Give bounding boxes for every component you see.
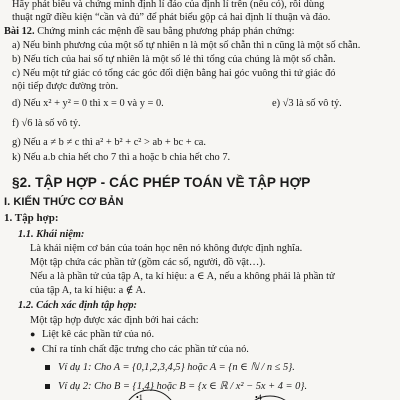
exercise-item-f: f) √6 là số vô tỷ. [12, 118, 81, 129]
bullet-icon: ● [30, 344, 36, 354]
concept-heading: 1.1. Khái niệm: [18, 229, 85, 240]
subsection-heading: 1. Tập hợp: [4, 212, 59, 224]
concept-line: Nếu a là phần tử của tập A, ta kí hiệu: a ∈ A, nếu a không phải là phần tử [30, 271, 335, 282]
exercise-item-g: g) Nếu a ≠ b ≠ c thì a² + b² + c² > ab + bc + ca. [12, 137, 207, 148]
part-heading: I. KIẾN THỨC CƠ BẢN [4, 196, 124, 208]
venn-element-label: •1 [136, 393, 143, 400]
exercise-item-d: d) Nếu x² + y² = 0 thì x = 0 và y = 0. [12, 98, 164, 109]
intro-line-1: Hãy phát biểu và chứng minh định lí đảo của định lí trên (nếu có), rồi dùng [12, 0, 325, 10]
define-intro: Một tập hợp được xác định bởi hai cách: [30, 315, 199, 326]
exercise-label: Bài 12. [4, 26, 35, 37]
exercise-item-a: a) Nếu bình phương của một số tự nhiên n là một số chẵn thì n cũng là một số chẵn. [12, 40, 361, 51]
concept-line: của tập A, ta kí hiệu: a ∉ A. [30, 285, 146, 296]
exercise-intro: Chứng minh các mệnh đề sau bằng phương pháp phản chứng: [37, 26, 295, 37]
exercise-item-c-line-1: c) Nếu một tứ giác có tổng các góc đối diện bằng hai góc vuông thì tứ giác đó [12, 68, 336, 79]
method-item: Chỉ ra tính chất đặc trưng cho các phần tử của nó. [42, 344, 249, 355]
concept-line: Là khái niệm cơ bản của toán học nên nó không được định nghĩa. [30, 243, 303, 254]
concept-line: Một tập chứa các phần tử (gồm các số, người, đồ vật…). [30, 257, 266, 268]
exercise-item-k: k) Nếu a.b chia hết cho 7 thì a hoặc b chia hết cho 7. [12, 152, 231, 163]
method-item: Liệt kê các phần tử của nó. [42, 329, 155, 340]
example-1: Ví dụ 1: Cho A = {0,1,2,3,4,5} hoặc A = {n ∈ ℕ / n ≤ 5}. [58, 362, 295, 373]
example-2: Ví dụ 2: Cho B = {1,4} hoặc B = {x ∈ ℝ / x² − 5x + 4 = 0}. [58, 381, 308, 392]
exercise-item-b: b) Nếu tích của hai số tự nhiên là một số lẻ thì tổng của chúng là một số chẵn. [12, 54, 336, 65]
section-title: §2. TẬP HỢP - CÁC PHÉP TOÁN VỀ TẬP HỢP [12, 175, 311, 190]
define-heading: 1.2. Cách xác định tập hợp: [18, 300, 138, 311]
venn-element-label: •4 [255, 393, 262, 400]
venn-set-ellipse [240, 396, 300, 400]
intro-line-2: thuật ngữ điều kiện “cần và đủ” để phát biểu gộp cả hai định lí thuận và đảo. [12, 12, 331, 23]
bullet-icon: ● [30, 329, 36, 339]
venn-set-ellipse [122, 390, 178, 400]
exercise-item-e: e) √3 là số vô tỷ. [272, 98, 342, 109]
exercise-item-c-line-2: nội tiếp được đường tròn. [12, 81, 119, 92]
